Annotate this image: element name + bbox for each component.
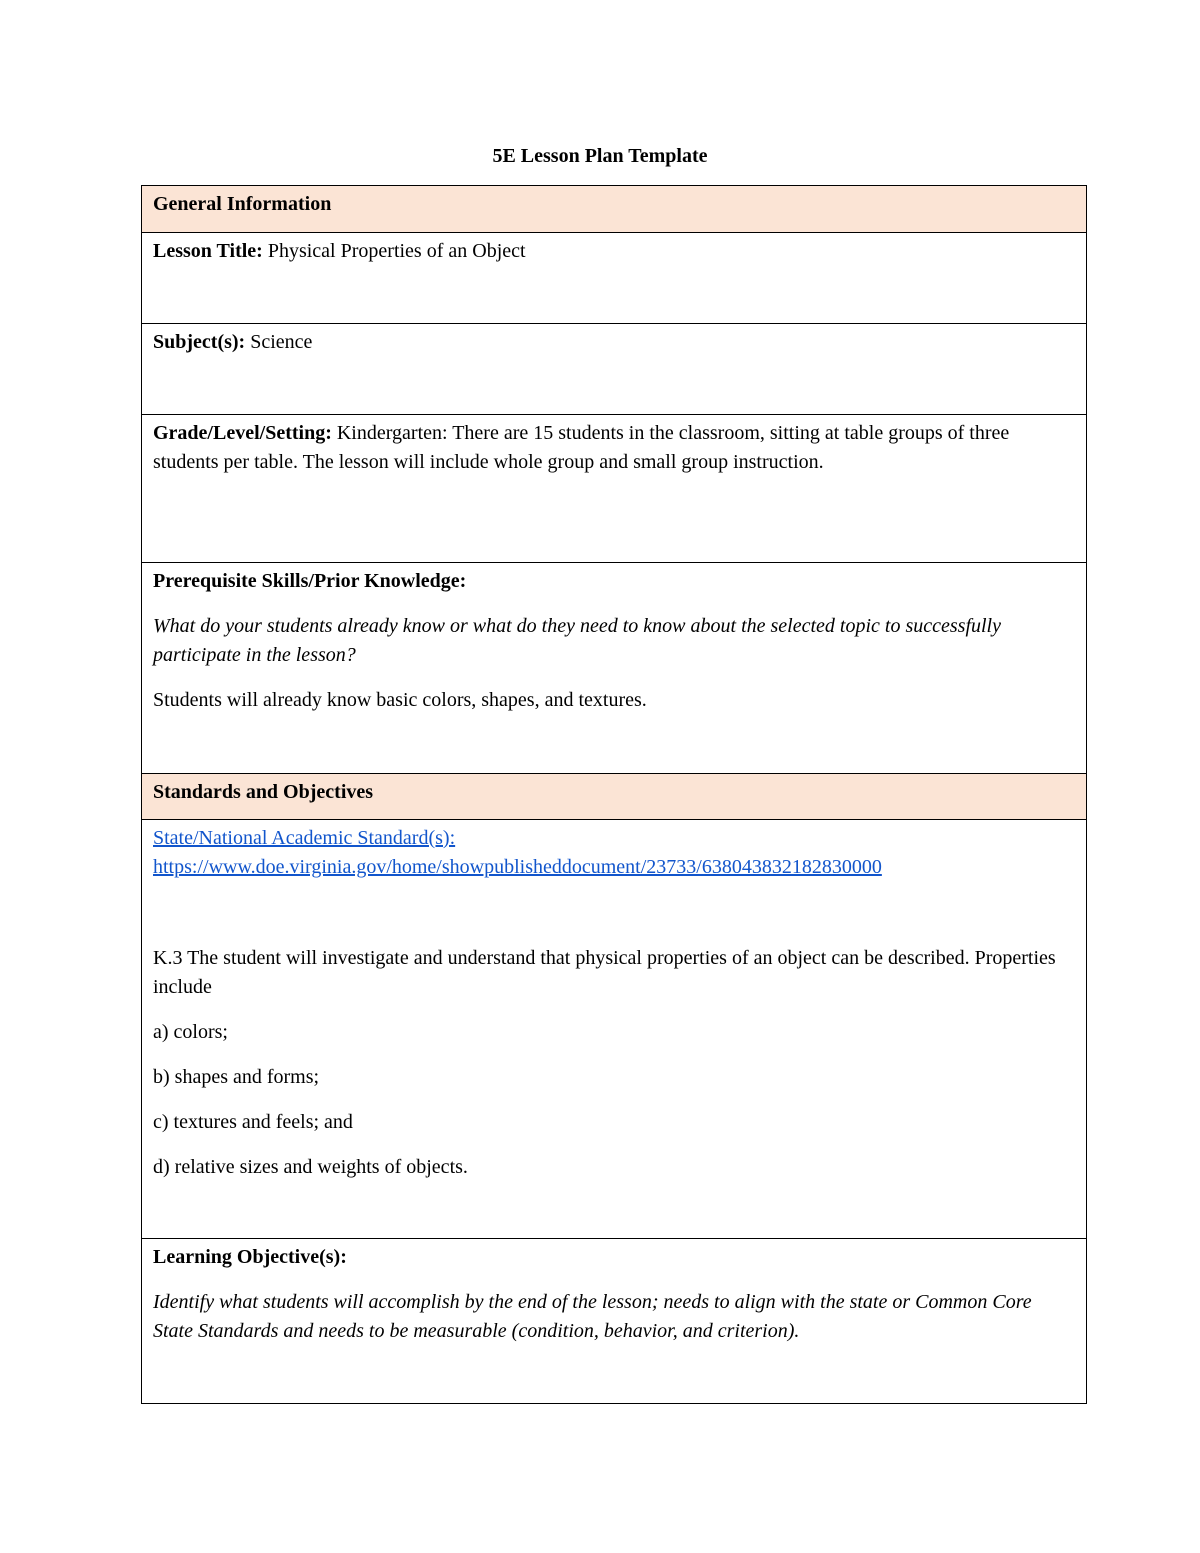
learning-objective-prompt: Identify what students will accomplish by the end of the lesson; needs to align with the state or Common Core State Standards and needs to be measurable (condition, behavior, and criterion). bbox=[153, 1291, 1032, 1342]
learning-objective-cell bbox=[142, 1239, 1087, 1404]
prerequisite-row bbox=[142, 563, 1087, 774]
grade-level-row bbox=[142, 415, 1087, 563]
standards-row bbox=[142, 820, 1087, 1239]
property-item: c) textures and feels; and bbox=[153, 1111, 353, 1133]
learning-objective-row bbox=[142, 1239, 1087, 1404]
prerequisite-prompt: What do your students already know or what do they need to know about the selected topic to successfully participate in the lesson? bbox=[153, 615, 1001, 666]
prerequisite-cell bbox=[142, 563, 1087, 774]
document-title: 5E Lesson Plan Template bbox=[492, 145, 708, 167]
grade-level-label: Grade/Level/Setting: bbox=[153, 422, 332, 444]
standards-header-cell bbox=[142, 774, 1087, 820]
learning-objective-label: Learning Objective(s): bbox=[153, 1246, 347, 1268]
general-info-heading: General Information bbox=[153, 193, 332, 215]
lesson-title-label: Lesson Title: bbox=[153, 240, 263, 262]
property-item: b) shapes and forms; bbox=[153, 1066, 320, 1088]
grade-level-value: Kindergarten: There are 15 students in the classroom, sitting at table groups of three students per table. The lesson will include whole group and small group instruction. bbox=[153, 422, 1010, 473]
standard-link-label[interactable]: State/National Academic Standard(s): bbox=[153, 827, 456, 849]
subject-row bbox=[142, 324, 1087, 415]
subject-cell bbox=[142, 324, 1087, 415]
general-info-header-row bbox=[142, 186, 1087, 233]
lesson-plan-table bbox=[141, 185, 1087, 1404]
standards-header-row bbox=[142, 774, 1087, 820]
subject-label: Subject(s): bbox=[153, 331, 246, 353]
lesson-title-value: Physical Properties of an Object bbox=[267, 240, 526, 262]
standard-description: K.3 The student will investigate and understand that physical properties of an object can be described. Properties include bbox=[153, 947, 1056, 998]
prerequisite-label: Prerequisite Skills/Prior Knowledge: bbox=[153, 570, 467, 592]
property-item: d) relative sizes and weights of objects. bbox=[153, 1156, 468, 1178]
subject-value: Science bbox=[250, 331, 313, 353]
general-info-header-cell bbox=[142, 186, 1087, 233]
lesson-title-cell bbox=[142, 233, 1087, 324]
standards-heading: Standards and Objectives bbox=[153, 781, 374, 803]
prerequisite-answer: Students will already know basic colors, shapes, and textures. bbox=[153, 689, 647, 711]
standard-url-link[interactable]: https://www.doe.virginia.gov/home/showpublisheddocument/23733/638043832182830000 bbox=[153, 856, 882, 878]
property-item: a) colors; bbox=[153, 1021, 228, 1043]
grade-level-cell bbox=[142, 415, 1087, 563]
lesson-title-row bbox=[142, 233, 1087, 324]
standards-cell bbox=[142, 820, 1087, 1239]
